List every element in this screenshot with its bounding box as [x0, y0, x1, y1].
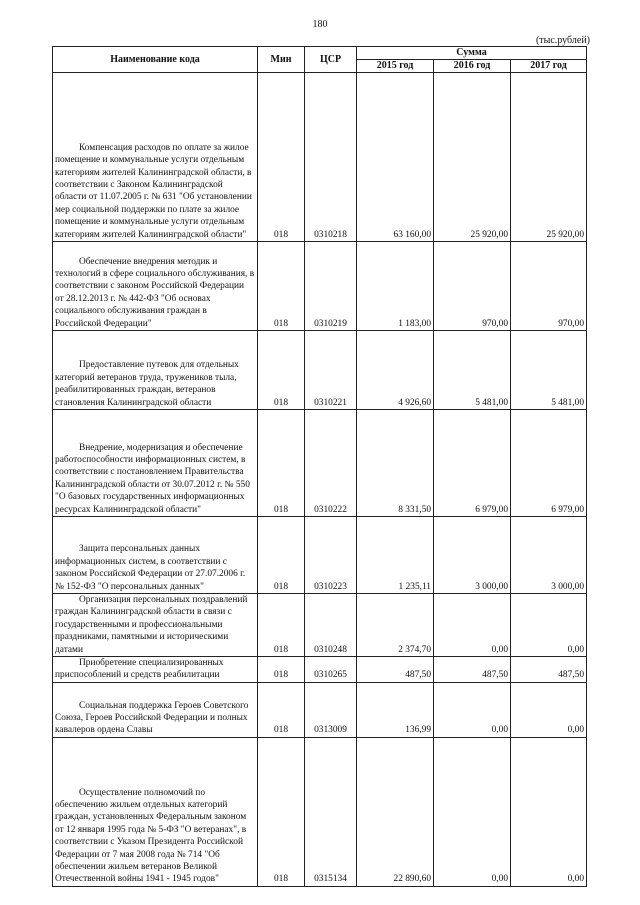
- row-csr: 0310218: [305, 73, 357, 242]
- header-year-2015: 2015 год: [357, 60, 434, 73]
- row-code: 018: [258, 242, 305, 331]
- row-csr: 0310219: [305, 242, 357, 331]
- row-value-2015: 1 235,11: [357, 517, 434, 594]
- row-csr: 0310248: [305, 594, 357, 657]
- row-code: 018: [258, 737, 305, 886]
- table-row: [53, 410, 587, 517]
- header-name: Наименование кода: [53, 47, 258, 73]
- row-value-2015: 1 183,00: [357, 242, 434, 331]
- row-name: Внедрение, модернизация и обеспечение работоспособности информационных систем, в соответствии с постановлением Правительства Калининградской области от 30.07.2012 г. № 550 "О базовых государственных информационных ресурсах Калининградской области": [53, 410, 258, 517]
- row-value-2017: 6 979,00: [511, 410, 587, 517]
- header-code: Мин: [258, 47, 305, 73]
- row-value-2017: 487,50: [511, 657, 587, 683]
- row-code: 018: [258, 517, 305, 594]
- row-name: Защита персональных данных информационных систем, в соответствии с законом Российской Федерации от 27.07.2006 г. № 152-ФЗ "О персональных данных": [53, 517, 258, 594]
- row-value-2015: 4 926,60: [357, 331, 434, 410]
- row-value-2015: 136,99: [357, 682, 434, 737]
- row-code: 018: [258, 331, 305, 410]
- table-row: [53, 73, 587, 242]
- row-code: 018: [258, 594, 305, 657]
- row-code: 018: [258, 410, 305, 517]
- row-value-2017: 5 481,00: [511, 331, 587, 410]
- row-value-2016: 6 979,00: [434, 410, 511, 517]
- header-year-2016: 2016 год: [434, 60, 511, 73]
- table-row: [53, 242, 587, 331]
- header-csr: ЦСР: [305, 47, 357, 73]
- row-name: Предоставление путевок для отдельных категорий ветеранов труда, тружеников тыла, реабилитированных граждан, ветеранов становления Калининградской области: [53, 331, 258, 410]
- row-value-2016: 3 000,00: [434, 517, 511, 594]
- budget-table: [52, 46, 587, 887]
- row-value-2017: 25 920,00: [511, 73, 587, 242]
- table-row: [53, 657, 587, 683]
- row-name: Компенсация расходов по оплате за жилое помещение и коммунальные услуги отдельным категориям жителей Калининградской области, в соответствии с Законом Калининградской области от 11.07.2005 г. № 631 "Об установлении мер социальной поддержки по плате за жилое помещение и коммунальные услуги отдельным категориям жителей Калининградской области": [53, 73, 258, 242]
- table-row: [53, 737, 587, 886]
- row-value-2017: 3 000,00: [511, 517, 587, 594]
- row-code: 018: [258, 682, 305, 737]
- row-name: Социальная поддержка Героев Советского Союза, Героев Российской Федерации и полных кавалеров ордена Славы: [53, 682, 258, 737]
- row-value-2015: 63 160,00: [357, 73, 434, 242]
- table-row: [53, 594, 587, 657]
- row-value-2016: 0,00: [434, 737, 511, 886]
- row-value-2015: 487,50: [357, 657, 434, 683]
- row-name: Осуществление полномочий по обеспечению жильем отдельных категорий граждан, установленных Федеральным законом от 12 января 1995 года № 5-ФЗ "О ветеранах", в соответствии с Указом Президента Российской Федерации от 7 мая 2008 года № 714 "Об обеспечении жильем ветеранов Великой Отечественной войны 1941 - 1945 годов": [53, 737, 258, 886]
- row-value-2016: 25 920,00: [434, 73, 511, 242]
- row-name: Организация персональных поздравлений граждан Калининградской области в связи с государственными и профессиональными праздниками, памятными и историческими датами: [53, 594, 258, 657]
- row-csr: 0310265: [305, 657, 357, 683]
- row-value-2017: 0,00: [511, 682, 587, 737]
- units-label: (тыс.рублей): [535, 35, 590, 46]
- header-sum: Сумма: [357, 47, 587, 60]
- row-csr: 0310221: [305, 331, 357, 410]
- row-value-2016: 5 481,00: [434, 331, 511, 410]
- row-value-2016: 0,00: [434, 682, 511, 737]
- row-value-2015: 2 374,70: [357, 594, 434, 657]
- row-name: Приобретение специализированных приспособлений и средств реабилитации: [53, 657, 258, 683]
- table-row: [53, 682, 587, 737]
- row-csr: 0310223: [305, 517, 357, 594]
- row-csr: 0313009: [305, 682, 357, 737]
- row-value-2016: 970,00: [434, 242, 511, 331]
- row-value-2017: 970,00: [511, 242, 587, 331]
- row-value-2015: 22 890,60: [357, 737, 434, 886]
- row-csr: 0315134: [305, 737, 357, 886]
- row-value-2015: 8 331,50: [357, 410, 434, 517]
- header-year-2017: 2017 год: [511, 60, 587, 73]
- table-row: [53, 517, 587, 594]
- row-code: 018: [258, 657, 305, 683]
- row-value-2016: 0,00: [434, 594, 511, 657]
- row-code: 018: [258, 73, 305, 242]
- row-value-2017: 0,00: [511, 594, 587, 657]
- row-name: Обеспечение внедрения методик и технологий в сфере социального обслуживания, в соответствии с законом Российской Федерации от 28.12.2013 г. № 442-ФЗ "Об основах социального обслуживания граждан в Российской Федерации": [53, 242, 258, 331]
- page-number: 180: [312, 19, 328, 30]
- table-row: [53, 331, 587, 410]
- row-csr: 0310222: [305, 410, 357, 517]
- row-value-2016: 487,50: [434, 657, 511, 683]
- row-value-2017: 0,00: [511, 737, 587, 886]
